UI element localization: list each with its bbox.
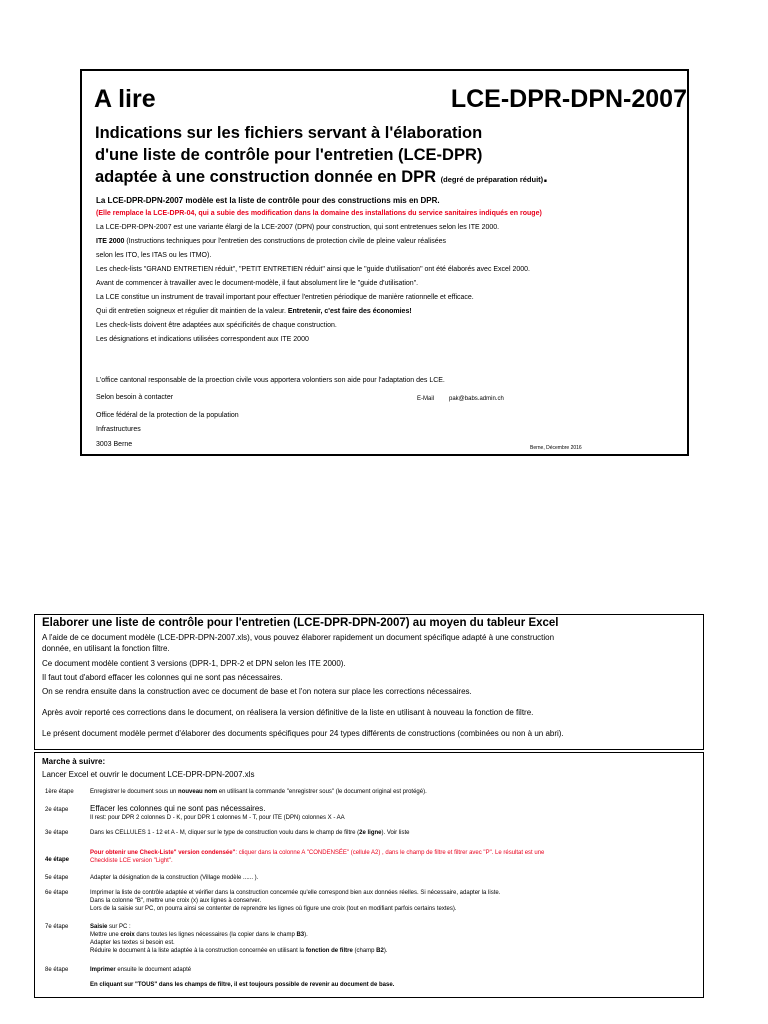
card-para-9: Les check-lists doivent être adaptées aux spécificités de chaque construction. xyxy=(96,322,337,329)
card-subtitle-2: d'une liste de contrôle pour l'entretien (LCE-DPR) xyxy=(95,146,483,164)
card-para-6: Avant de commencer à travailler avec le document-modèle, il faut absolument lire le "guide d'utilisation". xyxy=(96,280,419,287)
step-1-text-c: en utilisant la commande "enregistrer sous" (le document original est protégé). xyxy=(217,789,427,795)
card-subtitle-1: Indications sur les fichiers servant à l'élaboration xyxy=(95,124,483,142)
card-para-5: Les check-lists "GRAND ENTRETIEN réduit", "PETIT ENTRETIEN réduit" ainsi que le "guide d'utilisation" ont été élaborés avec Excel 2000. xyxy=(96,266,530,273)
excel-line-7: Le présent document modèle permet d'élaborer des documents spécifiques pour 24 types différents de constructions (combinées ou non à un abri). xyxy=(42,729,564,738)
email-label: E-Mail xyxy=(417,396,435,402)
excel-section xyxy=(34,614,704,750)
step-7-text-4 xyxy=(90,948,388,954)
excel-line-4: Il faut tout d'abord effacer les colonnes qui ne sont pas nécessaires. xyxy=(42,673,283,682)
address-line-3: 3003 Berne xyxy=(96,441,133,448)
step-6-label: 6e étape xyxy=(45,890,69,896)
card-para-4-rest: (Instructions techniques pour l'entretien des constructions de protection civile de pleine valeur réalisées xyxy=(124,238,446,245)
card-date: Berne, Décembre 2016 xyxy=(530,445,582,451)
excel-line-1: A l'aide de ce document modèle (LCE-DPR-DPN-2007.xls), vous pouvez élaborer rapidement un document spécifique adapté à une construction xyxy=(42,633,555,642)
step-6-text-1: Imprimer la liste de contrôle adaptée et vérifier dans la construction concernée qu'elle correspond bien aux données réelles. Si nécessaire, adapter la liste. xyxy=(90,890,501,896)
step-7-text-4-b: fonction de filtre xyxy=(305,948,353,954)
step-3-text-c: ). Voir liste xyxy=(381,830,410,836)
step-7-text-2-d: B3 xyxy=(296,932,305,938)
step-3-text xyxy=(90,830,410,836)
step-1-text-a: Enregistrer le document sous un xyxy=(90,789,179,795)
step-4-text-2: Checkliste LCE version "Light". xyxy=(90,858,173,864)
steps-section xyxy=(34,752,704,998)
step-7-label: 7e étape xyxy=(45,924,69,930)
card-para-10: Les désignations et indications utilisées correspondent aux ITE 2000 xyxy=(96,336,309,343)
office-note: L'office cantonal responsable de la proection civile vous apportera volontiers son aide pour l'adaptation des LCE. xyxy=(96,377,445,384)
card-para-8 xyxy=(96,308,412,315)
step-7-text-1-rest: sur PC : xyxy=(107,924,131,930)
card-para-4-cont: selon les ITO, les ITAS ou les ITMO). xyxy=(96,252,212,259)
contact-label: Selon besoin à contacter xyxy=(96,394,174,401)
step-5-text: Adapter la désignation de la construction (Village modèle ...... ). xyxy=(90,875,259,881)
card-subtitle-3-main: adaptée à une construction donnée en DPR xyxy=(95,168,437,186)
excel-line-2: donnée, en utilisant la fonction filtre. xyxy=(42,644,170,653)
step-1-label: 1ère étape xyxy=(45,789,74,795)
step-4-text-rest: : cliquer dans la colonne A "CONDENSÉE" (cellule A2) , dans le champ de filtre et filtrer avec "P". Le résultat est une xyxy=(235,850,545,856)
step-2-sub: Il rest: pour DPR 2 colonnes D - K, pour DPR 1 colonnes M - T, pour ITE (DPN) colonnes X - AA xyxy=(90,815,345,821)
step-8-text-rest: ensuite le document adapté xyxy=(115,967,192,973)
step-7-text-1 xyxy=(90,924,131,930)
card-para-4-bold: ITE 2000 xyxy=(96,238,125,245)
card-title-right: LCE-DPR-DPN-2007 xyxy=(450,85,687,113)
step-3-text-bold: 2e ligne xyxy=(359,830,382,836)
step-7-text-3: Adapter les textes si besoin est. xyxy=(90,940,175,946)
card-subtitle-3-dot: . xyxy=(543,168,548,186)
step-4-text-bold: Pour obtenir une Check-Liste" version condensée" xyxy=(90,850,236,856)
step-2-label: 2e étape xyxy=(45,807,69,813)
step-7-text-4-a: Réduire le document à la liste adaptée à la construction concernée en utilisant la xyxy=(90,948,306,954)
step-4-label: 4e étape xyxy=(45,857,70,863)
address-line-1: Office fédéral de la protection de la population xyxy=(96,412,239,419)
step-7-text-2-a: Mettre une xyxy=(90,932,121,938)
step-3-label: 3e étape xyxy=(45,830,69,836)
excel-line-6: Après avoir reporté ces corrections dans le document, on réalisera la version définitive de la liste en utilisant à nouveau la fonction de filtre. xyxy=(42,708,534,717)
excel-heading: Elaborer une liste de contrôle pour l'entretien (LCE-DPR-DPN-2007) au moyen du tableur Excel xyxy=(42,617,559,629)
step-1-text-bold: nouveau nom xyxy=(178,789,218,795)
card-subtitle-3-small: (degré de préparation réduit) xyxy=(440,175,544,184)
step-3-text-a: Dans les CELLULES 1 - 12 et A - M, cliquer sur le type de construction voulu dans le champ de filtre ( xyxy=(90,830,360,836)
step-6-text-2: Dans la colonne "B", mettre une croix (x) aux lignes à conserver. xyxy=(90,898,262,904)
card-para-2: (Elle remplace la LCE-DPR-04, qui a subie des modification dans la domaine des installations du service sanitaires indiqués en rouge) xyxy=(96,210,542,217)
card-para-8-bold: Entretenir, c'est faire des économies! xyxy=(287,308,412,315)
step-7-text-4-e: ). xyxy=(383,948,388,954)
step-7-text-4-c: (champ xyxy=(352,948,377,954)
steps-intro: Lancer Excel et ouvrir le document LCE-DPR-DPN-2007.xls xyxy=(42,770,255,779)
step-8-label: 8e étape xyxy=(45,967,69,973)
card-para-8-rest: Qui dit entretien soigneux et régulier dit maintien de la valeur. xyxy=(96,308,288,315)
step-6-text-3: Lors de la saisie sur PC, on pourra ainsi se contenter de reprendre les lignes où figure une croix (tout en modifiant parfois certains textes). xyxy=(90,906,457,912)
excel-line-3: Ce document modèle contient 3 versions (DPR-1, DPR-2 et DPN selon les ITE 2000). xyxy=(42,659,346,668)
step-7-text-4-d: B2 xyxy=(376,948,384,954)
step-8-text-bold: Imprimer xyxy=(90,967,116,973)
steps-heading: Marche à suivre: xyxy=(42,757,106,766)
card-para-4 xyxy=(96,238,446,245)
address-line-2: Infrastructures xyxy=(96,426,141,433)
step-7-text-2-e: ). xyxy=(304,932,308,938)
step-7-text-1-bold: Saisie xyxy=(90,924,108,930)
step-7-text-2-c: dans toutes les lignes nécessaires (la copier dans le champ xyxy=(134,932,297,938)
card-title-left: A lire xyxy=(94,85,156,113)
step-8-text xyxy=(90,967,191,973)
card-para-7: La LCE constitue un instrument de travail important pour effectuer l'entretien périodique de manière rationnelle et efficace. xyxy=(96,294,474,301)
card-subtitle-3 xyxy=(95,168,548,187)
step-7-text-2-b: croix xyxy=(120,932,135,938)
step-5-label: 5e étape xyxy=(45,875,69,881)
step-1-text xyxy=(90,789,427,795)
email-link[interactable]: pak@babs.admin.ch xyxy=(449,396,504,402)
card-para-3: La LCE-DPR-DPN-2007 est une variante élargi de la LCE-2007 (DPN) pour construction, qui sont entretenues selon les ITE 2000. xyxy=(96,224,500,231)
step-2-main: Effacer les colonnes qui ne sont pas nécessaires. xyxy=(90,804,266,813)
step-4-text-1 xyxy=(90,850,544,856)
info-card xyxy=(80,69,689,456)
excel-line-5: On se rendra ensuite dans la construction avec ce document de base et l'on notera sur place les corrections nécessaires. xyxy=(42,687,472,696)
steps-footer: En cliquant sur "TOUS" dans les champs de filtre, il est toujours possible de revenir au document de base. xyxy=(90,982,395,988)
card-para-1: La LCE-DPR-DPN-2007 modèle est la liste de contrôle pour des constructions mis en DPR. xyxy=(96,196,440,205)
step-7-text-2 xyxy=(90,932,308,938)
